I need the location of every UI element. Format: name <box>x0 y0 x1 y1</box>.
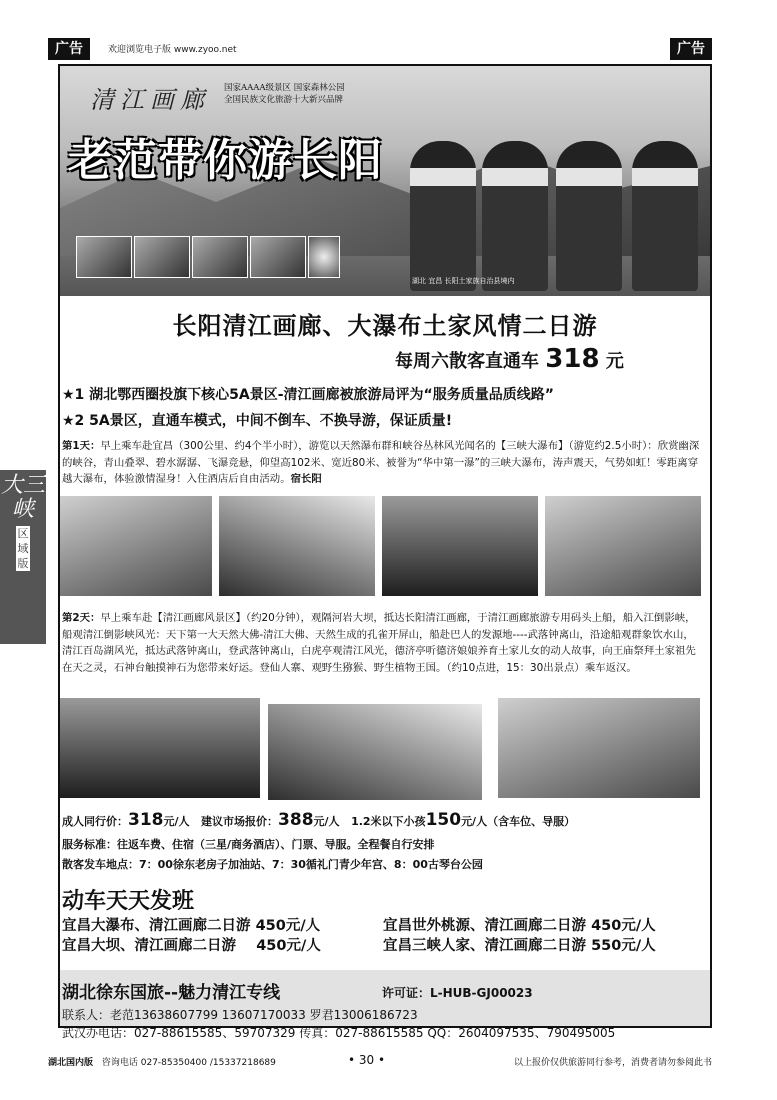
day1-text: 早上乘车赴宜昌（300公里、约4个半小时），游览以天然瀑布群和峡谷丛林风光闻名的【三峡大瀑布】（游览约2.5小时）：欣赏幽深的峡谷，青山叠翠、碧水潺潺、飞瀑竞悬，仰望高102米、宽近80米、被誉为“华中第一瀑”的三峡大瀑布，涛声震天，气势如虹！零距离穿越大瀑布，体验激情湿身！入住酒店后自由活动。 <box>62 440 700 485</box>
thumbnail <box>308 236 340 278</box>
thumbnail <box>76 236 132 278</box>
page-number: • 30 • <box>348 1053 386 1067</box>
route-name: 宜昌大瀑布、清江画廊二日游 <box>62 918 251 934</box>
waterwheel-photo <box>382 496 538 596</box>
service-standard: 服务标准：往返车费、住宿（三星/商务酒店）、门票、导服。全程餐自行安排 <box>62 838 435 851</box>
route-price: 450元/人 <box>591 918 656 934</box>
departure-points: 散客发车地点：7：00徐东老房子加油站、7：30循礼门青少年宫、8：00古琴台公园 <box>62 858 483 871</box>
banner-caption: 湖北 宜昌 长阳土家族自治县境内 <box>412 277 515 285</box>
page-footer <box>48 1055 712 1068</box>
dancer-figure <box>410 141 476 291</box>
highlight-banner: 动车天天发班 <box>62 889 195 914</box>
route-price: 450元/人 <box>256 938 321 954</box>
gorge-photo <box>498 698 700 798</box>
contact-phones: 武汉办电话：027-88615585、59707329 传真：027-88615585 QQ：2604097535、790495005 <box>62 1026 616 1040</box>
day1-stay: 宿长阳 <box>290 473 322 485</box>
route-item <box>62 934 321 955</box>
subtitle-text: 每周六散客直通车 <box>395 351 539 372</box>
side-title: 大三峡 <box>0 473 45 522</box>
route-name: 宜昌大坝、清江画廊二日游 <box>62 938 236 954</box>
badge-line: 全国民族文化旅游十大新兴品牌 <box>224 95 344 105</box>
child-price: 150 <box>425 810 462 830</box>
adult-price-unit: 元/人 <box>163 815 190 828</box>
route-price: 550元/人 <box>591 938 656 954</box>
welcome-text: 欢迎浏览电子版 www.zyoo.net <box>108 45 237 55</box>
route-item <box>62 914 320 935</box>
waterfall-photo <box>60 496 212 596</box>
agency-name: 湖北徐东国旅--魅力清江专线 <box>62 983 281 1003</box>
tour-subtitle <box>395 344 624 374</box>
river-boat-photo <box>60 698 260 798</box>
thumbnail <box>192 236 248 278</box>
badge-line: 国家AAAA级景区 国家森林公园 <box>224 83 345 93</box>
headline: 老范带你游长阳 <box>68 135 383 186</box>
route-price: 450元/人 <box>255 918 321 934</box>
contact-people: 联系人：老范13638607799 13607170033 罗君13006186723 <box>62 1008 418 1022</box>
route-name: 宜昌三峡人家、清江画廊二日游 <box>383 938 586 954</box>
thumbnail-strip <box>76 236 340 278</box>
day1-label: 第1天： <box>62 440 101 452</box>
day1-itinerary <box>62 438 702 488</box>
day2-text: 早上乘车赴【清江画廊风景区】（约20分钟），观隔河岩大坝，抵达长阳清江画廊，于清江画廊旅游专用码头上船，船入江倒影峡，船观清江倒影峡风光：天下第一大天然大佛-清江大佛、天然生成的孔雀开屏山，船赴巴人的发源地----武落钟离山，沿途船观群象饮水山，清江百岛湖风光，抵达武落钟离山，登武落钟离山，白虎亭观清江风光，德济亭听德济娘娘养育土家儿女的动人故事，向王庙祭拜土家祖先在天之灵，石神台触摸神石为您带来好运。登仙人寨、观野生猕猴、野生植物王国。（约10点进，15：30出景点）乘车返汉。 <box>62 612 696 674</box>
dancer-figure <box>556 141 622 291</box>
footer-phone: 咨询电话 027-85350400 /15337218689 <box>101 1058 276 1068</box>
waterfall-crowd-photo <box>545 496 701 596</box>
child-price-unit: 元/人（含车位、导服） <box>461 815 576 828</box>
footer-edition: 湖北国内版 <box>48 1058 94 1068</box>
day2-label: 第2天： <box>62 612 101 624</box>
subtitle-price: 318 <box>545 344 600 374</box>
top-bar <box>48 38 712 62</box>
market-price-label: 建议市场报价： <box>201 815 279 828</box>
subtitle-unit: 元 <box>605 351 624 372</box>
temple-photo <box>268 704 482 800</box>
price-line <box>62 810 575 830</box>
adult-price-label: 成人同行价： <box>62 815 128 828</box>
market-price: 388 <box>278 810 314 830</box>
brand-badges <box>224 82 345 106</box>
lake-photo <box>219 496 375 596</box>
thumbnail <box>250 236 306 278</box>
feature-2: ★2 5A景区，直通车模式，中间不倒车、不换导游，保证质量! <box>62 413 453 429</box>
child-price-label: 1.2米以下小孩 <box>351 815 426 828</box>
route-name: 宜昌世外桃源、清江画廊二日游 <box>383 918 586 934</box>
tour-title: 长阳清江画廊、大瀑布土家风情二日游 <box>172 312 598 340</box>
tujia-dancers-photo <box>410 126 702 291</box>
ad-tag-left: 广告 <box>48 38 90 60</box>
adult-price: 318 <box>128 810 164 830</box>
feature-1: ★1 湖北鄂西圈投旗下核心5A景区-清江画廊被旅游局评为“服务质量品质线路” <box>62 387 554 403</box>
dancer-figure <box>482 141 548 291</box>
license-number: 许可证：L-HUB-GJ00023 <box>382 986 533 1000</box>
dancer-figure <box>632 141 698 291</box>
side-tab <box>0 470 46 644</box>
ad-tag-right: 广告 <box>670 38 712 60</box>
thumbnail <box>134 236 190 278</box>
market-price-unit: 元/人 <box>313 815 340 828</box>
day2-itinerary <box>62 610 702 676</box>
route-item <box>383 914 656 935</box>
brand-logo: 清江画廊 <box>90 86 210 114</box>
hero-banner <box>60 66 710 296</box>
side-subtitle: 区域版 <box>17 527 29 570</box>
footer-disclaimer: 以上报价仅供旅游同行参考，消费者请勿参阅此书 <box>513 1058 712 1068</box>
route-item <box>383 934 656 955</box>
